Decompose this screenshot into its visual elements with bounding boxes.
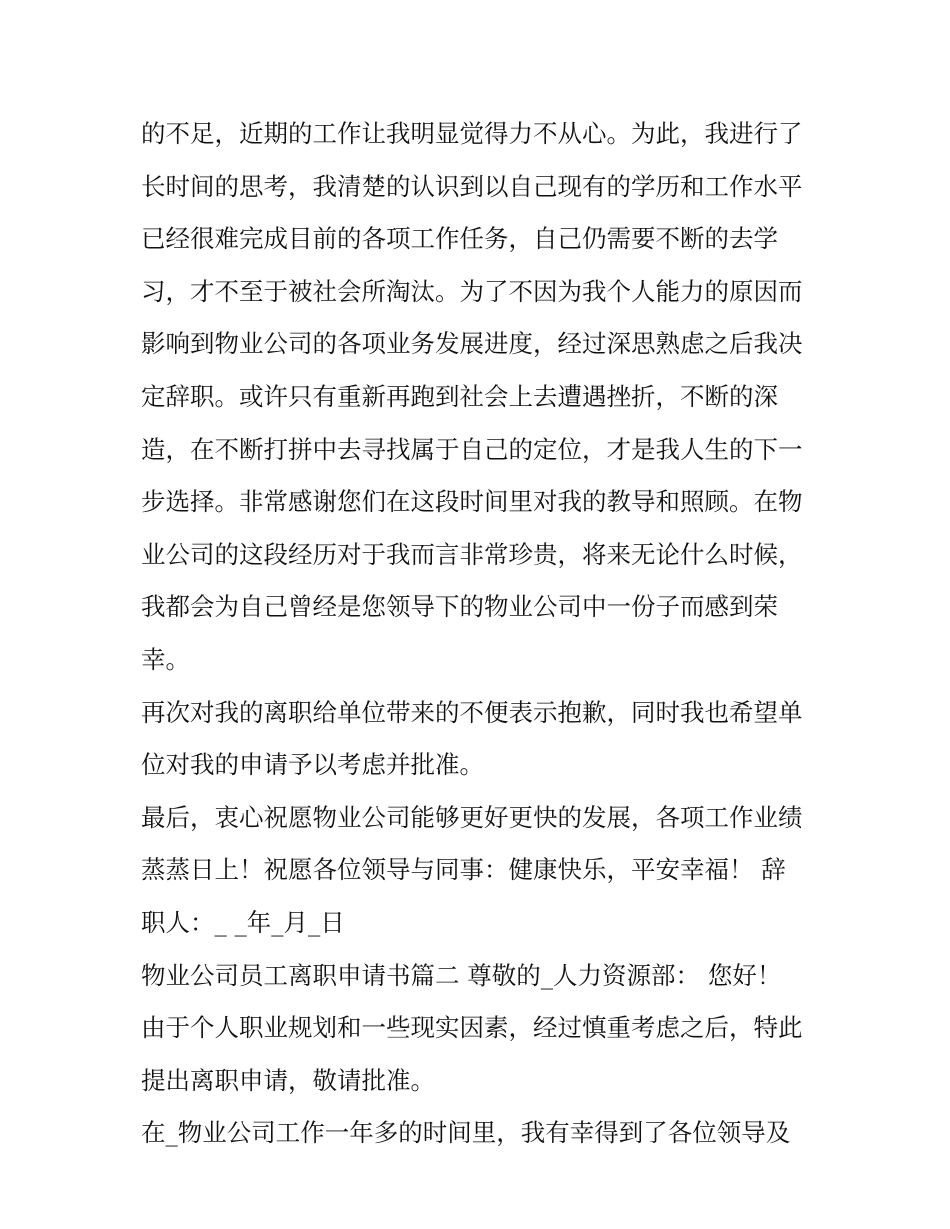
text-line: 再次对我的离职给单位带来的不便表示抱歉，同时我也希望单 bbox=[141, 697, 803, 727]
text-line: 习，才不至于被社会所淘汰。为了不因为我个人能力的原因而 bbox=[141, 276, 803, 306]
text-line: 定辞职。或许只有重新再跑到社会上去遭遇挫折，不断的深 bbox=[141, 381, 778, 411]
text-line: 物业公司员工离职申请书篇二 尊敬的_人力资源部： 您好！ bbox=[141, 960, 782, 990]
text-line: 已经很难完成目前的各项工作任务，自己仍需要不断的去学 bbox=[141, 224, 778, 254]
text-line: 业公司的这段经历对于我而言非常珍贵，将来无论什么时候， bbox=[141, 539, 803, 569]
text-line: 由于个人职业规划和一些现实因素，经过慎重考虑之后，特此 bbox=[141, 1013, 803, 1043]
text-line: 长时间的思考，我清楚的认识到以自己现有的学历和工作水平 bbox=[141, 171, 803, 201]
text-line: 的不足，近期的工作让我明显觉得力不从心。为此，我进行了 bbox=[141, 119, 803, 148]
text-line: 我都会为自己曾经是您领导下的物业公司中一份子而感到荣 bbox=[141, 592, 778, 622]
text-line: 提出离职申请，敬请批准。 bbox=[141, 1065, 435, 1095]
text-line: 位对我的申请予以考虑并批准。 bbox=[141, 750, 484, 780]
text-line: 幸。 bbox=[141, 644, 190, 674]
text-line: 蒸蒸日上！祝愿各位领导与同事：健康快乐，平安幸福！ 辞 bbox=[141, 855, 786, 885]
text-line: 最后，衷心祝愿物业公司能够更好更快的发展，各项工作业绩 bbox=[141, 802, 803, 832]
text-line: 职人：_ _年_月_日 bbox=[141, 907, 345, 937]
text-line: 影响到物业公司的各项业务发展进度，经过深思熟虑之后我决 bbox=[141, 329, 803, 359]
text-line: 在_物业公司工作一年多的时间里，我有幸得到了各位领导及 bbox=[141, 1118, 791, 1148]
document-body bbox=[141, 108, 821, 1160]
text-line: 步选择。非常感谢您们在这段时间里对我的教导和照顾。在物 bbox=[141, 487, 803, 517]
text-line: 造，在不断打拼中去寻找属于自己的定位，才是我人生的下一 bbox=[141, 434, 803, 464]
